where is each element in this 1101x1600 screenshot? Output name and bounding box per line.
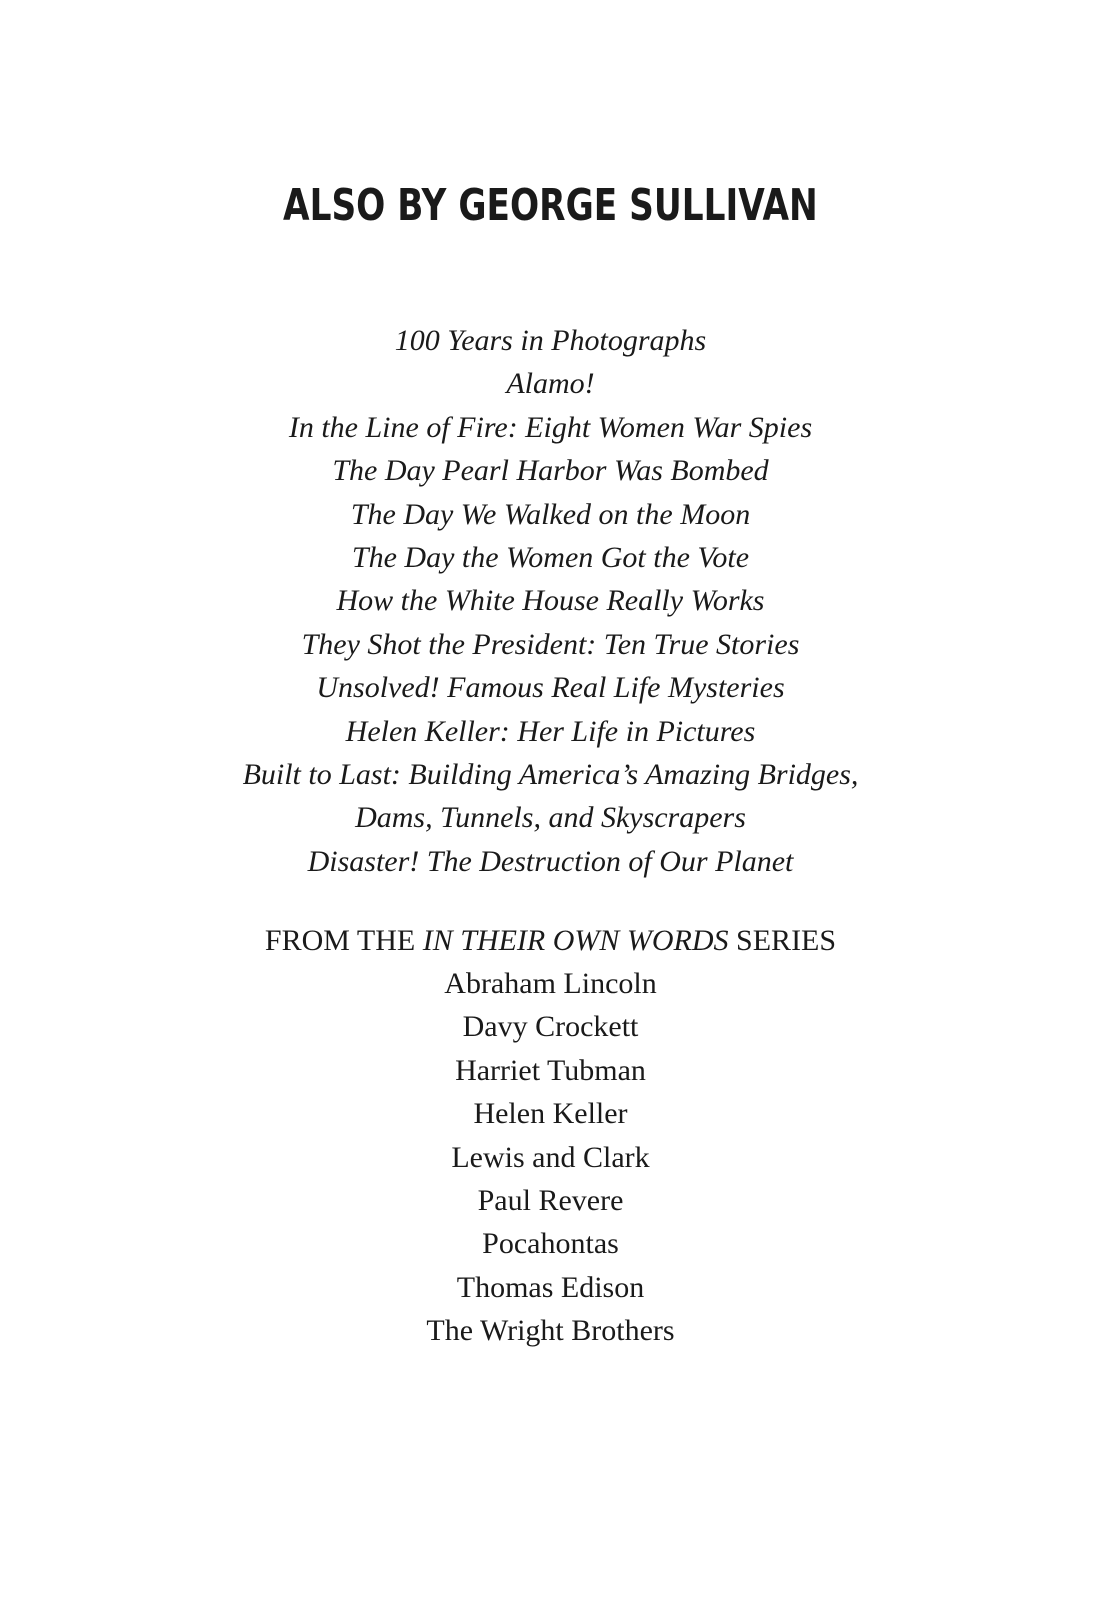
title-item: The Day We Walked on the Moon xyxy=(350,497,751,531)
series-item: Davy Crockett xyxy=(462,1010,639,1044)
series-item: Abraham Lincoln xyxy=(444,967,657,1000)
series-heading-prefix: FROM THE xyxy=(264,924,423,957)
series-item: Helen Keller xyxy=(473,1097,628,1131)
title-item: Helen Keller: Her Life in Pictures xyxy=(345,714,756,748)
title-item: They Shot the President: Ten True Stories xyxy=(301,627,800,661)
series-item: Harriet Tubman xyxy=(455,1053,646,1087)
series-item: Paul Revere xyxy=(477,1184,624,1218)
title-item: How the White House Really Works xyxy=(336,584,765,618)
series-item: Lewis and Clark xyxy=(451,1140,650,1174)
title-item: The Day the Women Got the Vote xyxy=(351,541,750,575)
series-item: The Wright Brothers xyxy=(426,1314,675,1348)
page-heading: ALSO BY GEORGE SULLIVAN xyxy=(283,180,818,231)
title-item: Unsolved! Famous Real Life Mysteries xyxy=(316,671,785,705)
series-list xyxy=(0,962,1101,1353)
title-item: Alamo! xyxy=(506,367,595,401)
series-heading xyxy=(0,919,1101,962)
title-item: In the Line of Fire: Eight Women War Spies xyxy=(288,410,813,444)
title-item: The Day Pearl Harbor Was Bombed xyxy=(332,454,769,488)
series-name: IN THEIR OWN WORDS xyxy=(422,924,729,957)
title-item: Dams, Tunnels, and Skyscrapers xyxy=(355,801,746,835)
series-heading-suffix: SERIES xyxy=(728,924,837,957)
title-item: Built to Last: Building America’s Amazing Bridges, xyxy=(242,758,859,792)
series-item: Thomas Edison xyxy=(456,1270,645,1304)
series-item: Pocahontas xyxy=(482,1227,619,1261)
title-item: Disaster! The Destruction of Our Planet xyxy=(307,844,794,878)
title-item: 100 Years in Photographs xyxy=(394,324,707,357)
titles-list xyxy=(0,319,1101,883)
